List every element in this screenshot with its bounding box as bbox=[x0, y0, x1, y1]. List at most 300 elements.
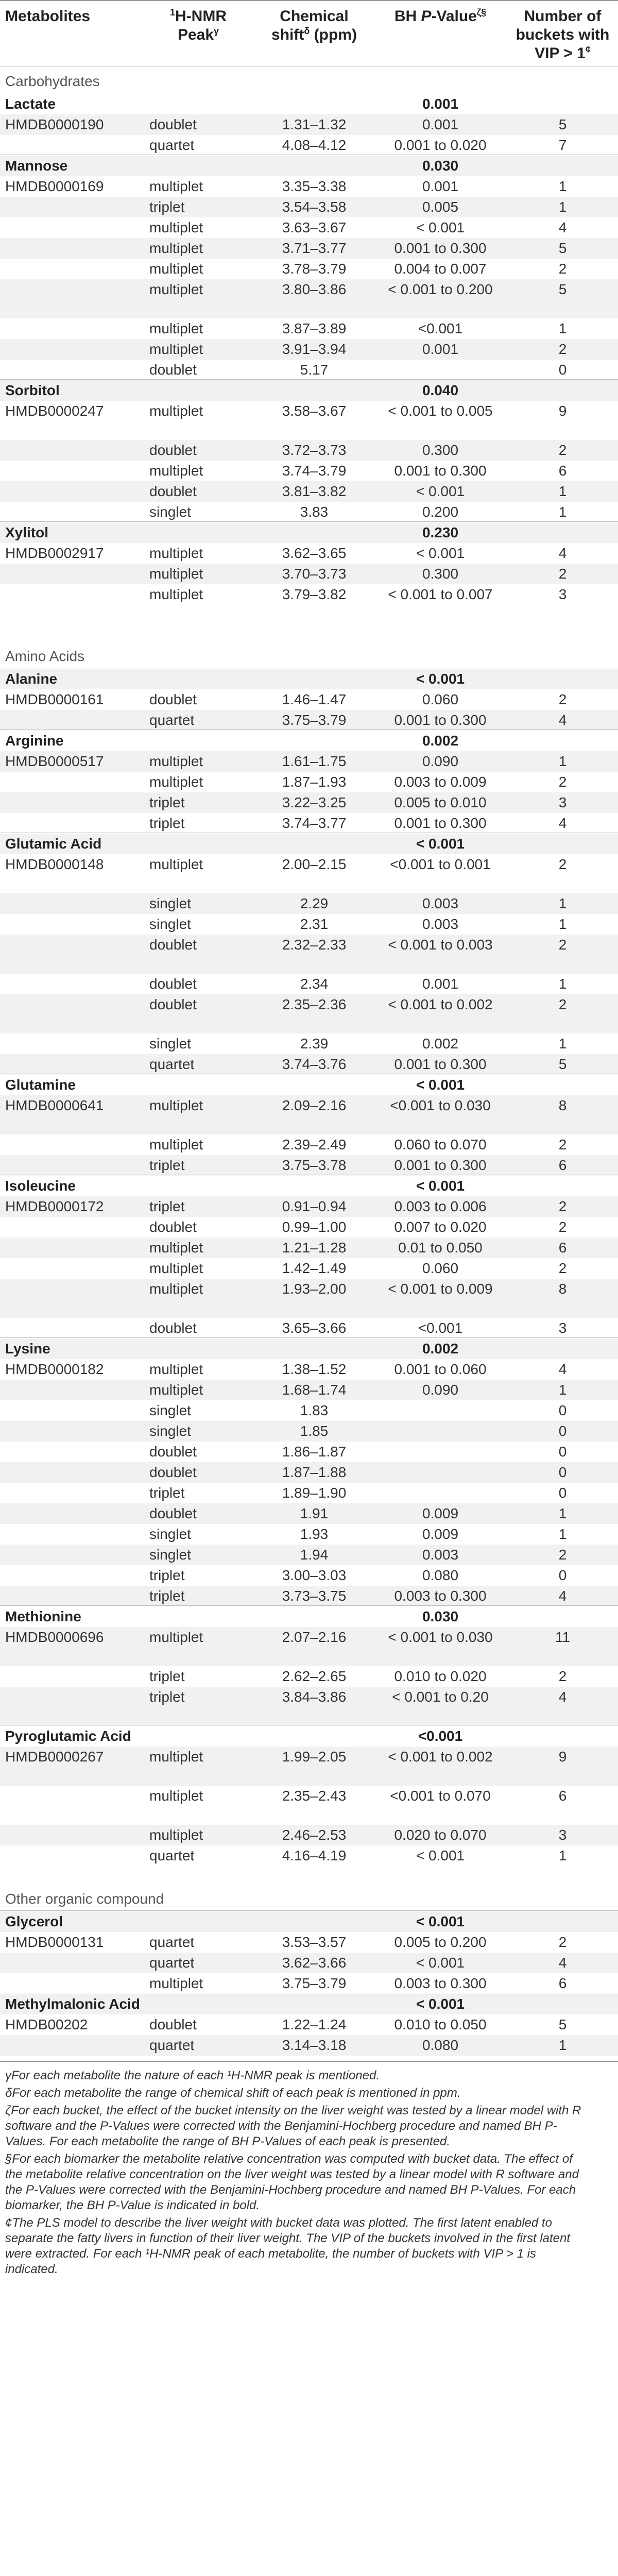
peak-type: multiplet bbox=[149, 774, 203, 790]
bh-pvalue: 0.003 to 0.300 bbox=[394, 1588, 487, 1604]
bucket-count: 5 bbox=[558, 240, 567, 256]
chemical-shift: 0.99–1.00 bbox=[282, 1219, 347, 1235]
bh-pvalue: 0.001 to 0.300 bbox=[394, 712, 487, 728]
chemical-shift: 3.62–3.66 bbox=[282, 1955, 347, 1971]
chemical-shift: 3.35–3.38 bbox=[282, 178, 347, 194]
bh-pvalue: <0.001 bbox=[418, 320, 463, 336]
bucket-count: 2 bbox=[558, 1260, 567, 1276]
bucket-count: 0 bbox=[558, 1444, 567, 1460]
bh-pvalue: 0.001 bbox=[422, 178, 459, 194]
footnote: δFor each metabolite the range of chemical shift of each peak is mentioned in ppm. bbox=[5, 2086, 461, 2100]
bh-pvalue: 0.090 bbox=[422, 1382, 459, 1398]
bh-pvalue: 0.002 bbox=[422, 1036, 459, 1052]
bucket-count: 1 bbox=[558, 1505, 567, 1521]
chemical-shift: 1.83 bbox=[300, 1402, 329, 1418]
peak-type: multiplet bbox=[149, 753, 203, 769]
peak-type: singlet bbox=[149, 916, 191, 932]
chemical-shift: 3.00–3.03 bbox=[282, 1567, 347, 1583]
peak-type: singlet bbox=[149, 1423, 191, 1439]
metabolite-row-stripe bbox=[0, 1338, 618, 1359]
metabolite-row-stripe bbox=[0, 522, 618, 543]
chemical-shift: 3.75–3.79 bbox=[282, 1975, 347, 1991]
metabolite-row-stripe bbox=[0, 669, 618, 689]
metabolite-name: Arginine bbox=[5, 733, 64, 749]
peak-type: quartet bbox=[149, 712, 195, 728]
metabolite-name: Sorbitol bbox=[5, 382, 60, 398]
peak-type: multiplet bbox=[149, 1382, 203, 1398]
peak-type: multiplet bbox=[149, 1827, 203, 1843]
bh-pvalue: 0.001 to 0.300 bbox=[394, 240, 487, 256]
bucket-count: 1 bbox=[558, 1036, 567, 1052]
bucket-count: 1 bbox=[558, 178, 567, 194]
peak-type: multiplet bbox=[149, 545, 203, 561]
bh-pvalue: 0.003 bbox=[422, 916, 459, 932]
peak-type: quartet bbox=[149, 1934, 195, 1950]
chemical-shift: 5.17 bbox=[300, 362, 329, 378]
bucket-count: 4 bbox=[558, 1955, 567, 1971]
metabolite-pvalue: < 0.001 bbox=[416, 671, 465, 687]
hmdb-id: HMDB0000267 bbox=[5, 1749, 104, 1765]
hmdb-id: HMDB0000247 bbox=[5, 403, 104, 419]
footnote: ¢The PLS model to describe the liver weight with bucket data was plotted. The first latent enabled to separate the fatty livers in function of their liver weight. The VIP of the buckets involved in the first latent were extracted. For each ¹H-NMR peak of each metabolite, the number of buckets with VIP > 1 is indicated. bbox=[5, 2216, 571, 2276]
chemical-shift: 2.31 bbox=[300, 916, 329, 932]
footnote: ζFor each bucket, the effect of the bucket intensity on the liver weight was tested by a linear model with R software and the P-Values were corrected with the Benjamini-Hochberg procedure and named BH P-Values. For each metabolite the range of BH P-Values of each peak is presented. bbox=[5, 2104, 581, 2148]
peak-type: multiplet bbox=[149, 178, 203, 194]
metabolite-name: Glycerol bbox=[5, 1913, 63, 1929]
peak-type: quartet bbox=[149, 1056, 195, 1072]
metabolite-pvalue: < 0.001 bbox=[416, 1178, 465, 1194]
chemical-shift: 2.62–2.65 bbox=[282, 1668, 347, 1684]
bucket-count: 1 bbox=[558, 1382, 567, 1398]
peak-type: multiplet bbox=[149, 240, 203, 256]
bucket-count: 8 bbox=[558, 1097, 567, 1113]
bucket-count: 2 bbox=[558, 1668, 567, 1684]
bh-pvalue: < 0.001 to 0.007 bbox=[388, 586, 493, 602]
chemical-shift: 3.75–3.79 bbox=[282, 712, 347, 728]
bh-pvalue: < 0.001 to 0.002 bbox=[388, 996, 493, 1012]
chemical-shift: 3.81–3.82 bbox=[282, 483, 347, 499]
chemical-shift: 1.89–1.90 bbox=[282, 1485, 347, 1501]
bh-pvalue: 0.001 to 0.300 bbox=[394, 1157, 487, 1173]
peak-type: doublet bbox=[149, 937, 197, 953]
header-chemical-shift: Chemical shift$^\delta$ (ppm) bbox=[271, 8, 357, 43]
peak-type: doublet bbox=[149, 1505, 197, 1521]
bh-pvalue: < 0.001 bbox=[416, 1848, 465, 1863]
metabolite-pvalue: < 0.001 bbox=[416, 836, 465, 852]
peak-type: doublet bbox=[149, 116, 197, 132]
bh-pvalue: < 0.001 bbox=[416, 219, 465, 235]
bh-pvalue: 0.080 bbox=[422, 2037, 459, 2053]
chemical-shift: 1.31–1.32 bbox=[282, 116, 347, 132]
bh-pvalue: 0.060 bbox=[422, 691, 459, 707]
chemical-shift: 3.53–3.57 bbox=[282, 1934, 347, 1950]
metabolite-pvalue: 0.230 bbox=[422, 524, 459, 540]
chemical-shift: 2.35–2.43 bbox=[282, 1788, 347, 1804]
peak-type: quartet bbox=[149, 137, 195, 153]
hmdb-id: HMDB0002917 bbox=[5, 545, 104, 561]
bucket-count: 0 bbox=[558, 1567, 567, 1583]
bucket-count: 0 bbox=[558, 1423, 567, 1439]
bh-pvalue: < 0.001 to 0.002 bbox=[388, 1749, 493, 1765]
metabolite-name: Methionine bbox=[5, 1608, 81, 1624]
bh-pvalue: 0.060 to 0.070 bbox=[394, 1137, 487, 1153]
chemical-shift: 3.22–3.25 bbox=[282, 794, 347, 810]
metabolite-pvalue: 0.030 bbox=[422, 1608, 459, 1624]
header-nmr-peak: $^1$H-NMR Peak$^\gamma$ bbox=[170, 7, 227, 43]
bucket-count: 9 bbox=[558, 1749, 567, 1765]
bucket-count: 1 bbox=[558, 2037, 567, 2053]
bucket-count: 0 bbox=[558, 362, 567, 378]
bucket-count: 11 bbox=[555, 1629, 571, 1645]
bh-pvalue: < 0.001 to 0.009 bbox=[388, 1281, 493, 1297]
chemical-shift: 1.94 bbox=[300, 1547, 329, 1563]
hmdb-id: HMDB0000641 bbox=[5, 1097, 104, 1113]
peak-type: doublet bbox=[149, 996, 197, 1012]
chemical-shift: 1.68–1.74 bbox=[282, 1382, 347, 1398]
peak-type: singlet bbox=[149, 1036, 191, 1052]
chemical-shift: 2.32–2.33 bbox=[282, 937, 347, 953]
bh-pvalue: < 0.001 bbox=[416, 483, 465, 499]
hmdb-id: HMDB0000182 bbox=[5, 1361, 104, 1377]
footnote: §For each biomarker the metabolite relative concentration was computed with bucket data. The effect of the metabolite relative concentration on the liver weight was tested by a linear model with R software and the P-Values were corrected with the Benjamini-Hochberg procedure and named BH P-Values. For each biomarker, the BH P-Value is indicated in bold. bbox=[5, 2152, 579, 2212]
bucket-count: 4 bbox=[558, 815, 567, 831]
bucket-count: 6 bbox=[558, 1240, 567, 1256]
bucket-count: 1 bbox=[558, 504, 567, 520]
metabolite-row-stripe bbox=[0, 1911, 618, 1932]
bh-pvalue: 0.005 to 0.010 bbox=[394, 794, 487, 810]
metabolite-name: Isoleucine bbox=[5, 1178, 76, 1194]
metabolite-name: Alanine bbox=[5, 671, 58, 687]
peak-type: quartet bbox=[149, 1848, 195, 1863]
peak-type: doublet bbox=[149, 442, 197, 458]
peak-type: multiplet bbox=[149, 403, 203, 419]
footnote: γFor each metabolite the nature of each ¹H-NMR peak is mentioned. bbox=[5, 2069, 380, 2082]
bucket-count: 4 bbox=[558, 1588, 567, 1604]
bh-pvalue: 0.003 to 0.300 bbox=[394, 1975, 487, 1991]
bucket-count: 0 bbox=[558, 1485, 567, 1501]
section-title: Other organic compound bbox=[5, 1891, 164, 1907]
bucket-count: 4 bbox=[558, 545, 567, 561]
metabolite-pvalue: <0.001 bbox=[418, 1728, 463, 1744]
chemical-shift: 3.79–3.82 bbox=[282, 586, 347, 602]
chemical-shift: 3.83 bbox=[300, 504, 329, 520]
chemical-shift: 2.39 bbox=[300, 1036, 329, 1052]
bucket-count: 2 bbox=[558, 856, 567, 872]
bh-pvalue: 0.001 to 0.020 bbox=[394, 137, 487, 153]
chemical-shift: 3.72–3.73 bbox=[282, 442, 347, 458]
bh-pvalue: 0.200 bbox=[422, 504, 459, 520]
peak-type: multiplet bbox=[149, 1361, 203, 1377]
bucket-count: 4 bbox=[558, 1361, 567, 1377]
chemical-shift: 1.21–1.28 bbox=[282, 1240, 347, 1256]
metabolite-name: Methylmalonic Acid bbox=[5, 1996, 140, 2012]
bucket-count: 1 bbox=[558, 320, 567, 336]
header-bucket-count: Number of buckets with VIP > 1¢ bbox=[516, 8, 610, 62]
bucket-count: 4 bbox=[558, 712, 567, 728]
hmdb-id: HMDB00202 bbox=[5, 2016, 88, 2032]
peak-type: singlet bbox=[149, 504, 191, 520]
bucket-count: 5 bbox=[558, 1056, 567, 1072]
peak-type: multiplet bbox=[149, 1975, 203, 1991]
metabolite-name: Lactate bbox=[5, 96, 56, 112]
chemical-shift: 1.85 bbox=[300, 1423, 329, 1439]
bucket-count: 3 bbox=[558, 586, 567, 602]
bh-pvalue: 0.010 to 0.020 bbox=[394, 1668, 487, 1684]
peak-type: doublet bbox=[149, 691, 197, 707]
bucket-count: 1 bbox=[558, 1848, 567, 1863]
bh-pvalue: 0.090 bbox=[422, 753, 459, 769]
bucket-count: 5 bbox=[558, 116, 567, 132]
bucket-count: 2 bbox=[558, 937, 567, 953]
bh-pvalue: 0.003 to 0.009 bbox=[394, 774, 487, 790]
bh-pvalue: 0.001 bbox=[422, 341, 459, 357]
metabolite-pvalue: 0.001 bbox=[422, 96, 459, 112]
bh-pvalue: 0.009 bbox=[422, 1505, 459, 1521]
bh-pvalue: 0.020 to 0.070 bbox=[394, 1827, 487, 1843]
chemical-shift: 1.42–1.49 bbox=[282, 1260, 347, 1276]
bh-pvalue: 0.001 to 0.300 bbox=[394, 463, 487, 479]
bh-pvalue: 0.01 to 0.050 bbox=[398, 1240, 483, 1256]
chemical-shift: 3.63–3.67 bbox=[282, 219, 347, 235]
chemical-shift: 3.73–3.75 bbox=[282, 1588, 347, 1604]
peak-type: multiplet bbox=[149, 856, 203, 872]
section-title: Carbohydrates bbox=[5, 73, 100, 89]
chemical-shift: 2.09–2.16 bbox=[282, 1097, 347, 1113]
peak-type: triplet bbox=[149, 1198, 185, 1214]
chemical-shift: 1.91 bbox=[300, 1505, 329, 1521]
peak-type: multiplet bbox=[149, 1629, 203, 1645]
header-metabolites: Metabolites bbox=[5, 8, 91, 25]
bh-pvalue: 0.060 bbox=[422, 1260, 459, 1276]
chemical-shift: 0.91–0.94 bbox=[282, 1198, 347, 1214]
chemical-shift: 3.54–3.58 bbox=[282, 199, 347, 215]
bucket-count: 2 bbox=[558, 774, 567, 790]
chemical-shift: 2.29 bbox=[300, 895, 329, 911]
chemical-shift: 2.00–2.15 bbox=[282, 856, 347, 872]
bh-pvalue: 0.010 to 0.050 bbox=[394, 2016, 487, 2032]
bucket-count: 9 bbox=[558, 403, 567, 419]
peak-type: multiplet bbox=[149, 219, 203, 235]
peak-type: doublet bbox=[149, 1219, 197, 1235]
bucket-count: 2 bbox=[558, 442, 567, 458]
bh-pvalue: < 0.001 to 0.005 bbox=[388, 403, 493, 419]
bucket-count: 7 bbox=[558, 137, 567, 153]
peak-type: triplet bbox=[149, 1588, 185, 1604]
bucket-count: 2 bbox=[558, 1137, 567, 1153]
peak-type: triplet bbox=[149, 794, 185, 810]
chemical-shift: 3.91–3.94 bbox=[282, 341, 347, 357]
bh-pvalue: 0.001 bbox=[422, 116, 459, 132]
chemical-shift: 3.58–3.67 bbox=[282, 403, 347, 419]
bh-pvalue: 0.009 bbox=[422, 1526, 459, 1542]
bh-pvalue: 0.300 bbox=[422, 442, 459, 458]
chemical-shift: 1.87–1.88 bbox=[282, 1464, 347, 1480]
bucket-count: 4 bbox=[558, 1689, 567, 1705]
peak-type: singlet bbox=[149, 1402, 191, 1418]
metabolite-divider bbox=[0, 521, 618, 522]
hmdb-id: HMDB0000190 bbox=[5, 116, 104, 132]
peak-type: singlet bbox=[149, 895, 191, 911]
peak-type: multiplet bbox=[149, 586, 203, 602]
hmdb-id: HMDB0000517 bbox=[5, 753, 104, 769]
peak-type: multiplet bbox=[149, 566, 203, 582]
bucket-count: 6 bbox=[558, 1157, 567, 1173]
bucket-count: 1 bbox=[558, 976, 567, 992]
peak-type: triplet bbox=[149, 199, 185, 215]
bucket-count: 3 bbox=[558, 794, 567, 810]
bucket-count: 3 bbox=[558, 1827, 567, 1843]
hmdb-id: HMDB0000131 bbox=[5, 1934, 104, 1950]
chemical-shift: 3.71–3.77 bbox=[282, 240, 347, 256]
bh-pvalue: 0.300 bbox=[422, 566, 459, 582]
bh-pvalue: 0.007 to 0.020 bbox=[394, 1219, 487, 1235]
chemical-shift: 3.78–3.79 bbox=[282, 261, 347, 277]
bucket-count: 0 bbox=[558, 1464, 567, 1480]
bh-pvalue: <0.001 to 0.030 bbox=[390, 1097, 491, 1113]
bucket-count: 5 bbox=[558, 2016, 567, 2032]
chemical-shift: 1.87–1.93 bbox=[282, 774, 347, 790]
bh-pvalue: < 0.001 to 0.200 bbox=[388, 281, 493, 297]
peak-type: quartet bbox=[149, 2037, 195, 2053]
peak-type: doublet bbox=[149, 2016, 197, 2032]
metabolite-divider bbox=[0, 1910, 618, 1911]
chemical-shift: 3.75–3.78 bbox=[282, 1157, 347, 1173]
peak-type: multiplet bbox=[149, 320, 203, 336]
peak-type: triplet bbox=[149, 1668, 185, 1684]
chemical-shift: 1.86–1.87 bbox=[282, 1444, 347, 1460]
peak-type: multiplet bbox=[149, 1137, 203, 1153]
hmdb-id: HMDB0000161 bbox=[5, 691, 104, 707]
bucket-count: 2 bbox=[558, 341, 567, 357]
peak-type: triplet bbox=[149, 1485, 185, 1501]
peak-type: singlet bbox=[149, 1526, 191, 1542]
peak-type: doublet bbox=[149, 1464, 197, 1480]
bh-pvalue: 0.003 bbox=[422, 1547, 459, 1563]
metabolite-row-stripe bbox=[0, 156, 618, 176]
peak-type: multiplet bbox=[149, 463, 203, 479]
bucket-count: 5 bbox=[558, 281, 567, 297]
chemical-shift: 3.74–3.79 bbox=[282, 463, 347, 479]
chemical-shift: 1.22–1.24 bbox=[282, 2016, 347, 2032]
bh-pvalue: 0.005 bbox=[422, 199, 459, 215]
section-title: Amino Acids bbox=[5, 648, 85, 664]
peak-type: doublet bbox=[149, 483, 197, 499]
chemical-shift: 2.34 bbox=[300, 976, 329, 992]
hmdb-id: HMDB0000169 bbox=[5, 178, 104, 194]
bh-pvalue: <0.001 bbox=[418, 1320, 463, 1336]
bucket-count: 2 bbox=[558, 1198, 567, 1214]
bh-pvalue: 0.004 to 0.007 bbox=[394, 261, 487, 277]
bucket-count: 2 bbox=[558, 1934, 567, 1950]
bh-pvalue: < 0.001 to 0.030 bbox=[388, 1629, 493, 1645]
table-bottom-border bbox=[0, 2061, 618, 2062]
metabolite-divider bbox=[0, 1605, 618, 1606]
peak-type: triplet bbox=[149, 1157, 185, 1173]
bucket-count: 2 bbox=[558, 1219, 567, 1235]
header-bh-pvalue: BH P-Value$^{\zeta\S}$ bbox=[394, 7, 487, 25]
bucket-count: 6 bbox=[558, 1975, 567, 1991]
chemical-shift: 2.35–2.36 bbox=[282, 996, 347, 1012]
bh-pvalue: 0.001 to 0.300 bbox=[394, 1056, 487, 1072]
bucket-count: 1 bbox=[558, 1526, 567, 1542]
peak-type: triplet bbox=[149, 1567, 185, 1583]
bh-pvalue: < 0.001 bbox=[416, 545, 465, 561]
metabolite-divider bbox=[0, 1337, 618, 1338]
metabolite-pvalue: < 0.001 bbox=[416, 1996, 465, 2012]
peak-type: multiplet bbox=[149, 1281, 203, 1297]
chemical-shift: 3.87–3.89 bbox=[282, 320, 347, 336]
metabolite-name: Glutamic Acid bbox=[5, 836, 102, 852]
bucket-count: 2 bbox=[558, 691, 567, 707]
hmdb-id: HMDB0000696 bbox=[5, 1629, 104, 1645]
bh-pvalue: 0.003 to 0.006 bbox=[394, 1198, 487, 1214]
metabolite-name: Glutamine bbox=[5, 1077, 76, 1093]
chemical-shift: 4.16–4.19 bbox=[282, 1848, 347, 1863]
bh-pvalue: 0.001 to 0.060 bbox=[394, 1361, 487, 1377]
metabolite-pvalue: 0.040 bbox=[422, 382, 459, 398]
chemical-shift: 3.80–3.86 bbox=[282, 281, 347, 297]
bucket-count: 1 bbox=[558, 753, 567, 769]
chemical-shift: 3.74–3.77 bbox=[282, 815, 347, 831]
chemical-shift: 1.93–2.00 bbox=[282, 1281, 347, 1297]
bh-pvalue: 0.001 to 0.300 bbox=[394, 815, 487, 831]
peak-type: doublet bbox=[149, 1444, 197, 1460]
bucket-count: 2 bbox=[558, 566, 567, 582]
metabolite-row-stripe bbox=[0, 380, 618, 401]
chemical-shift: 3.70–3.73 bbox=[282, 566, 347, 582]
bucket-count: 1 bbox=[558, 895, 567, 911]
metabolite-divider bbox=[0, 379, 618, 380]
chemical-shift: 4.08–4.12 bbox=[282, 137, 347, 153]
chemical-shift: 1.38–1.52 bbox=[282, 1361, 347, 1377]
chemical-shift: 3.62–3.65 bbox=[282, 545, 347, 561]
chemical-shift: 2.39–2.49 bbox=[282, 1137, 347, 1153]
peak-type: multiplet bbox=[149, 1240, 203, 1256]
metabolite-pvalue: < 0.001 bbox=[416, 1077, 465, 1093]
peak-type: multiplet bbox=[149, 1260, 203, 1276]
peak-type: singlet bbox=[149, 1547, 191, 1563]
chemical-shift: 3.84–3.86 bbox=[282, 1689, 347, 1705]
peak-type: multiplet bbox=[149, 1097, 203, 1113]
peak-type: triplet bbox=[149, 1689, 185, 1705]
bh-pvalue: 0.005 to 0.200 bbox=[394, 1934, 487, 1950]
bucket-count: 4 bbox=[558, 219, 567, 235]
bh-pvalue: <0.001 to 0.001 bbox=[390, 856, 491, 872]
bh-pvalue: 0.080 bbox=[422, 1567, 459, 1583]
bh-pvalue: 0.003 bbox=[422, 895, 459, 911]
metabolite-name: Mannose bbox=[5, 158, 68, 174]
chemical-shift: 3.14–3.18 bbox=[282, 2037, 347, 2053]
peak-type: doublet bbox=[149, 976, 197, 992]
bucket-count: 1 bbox=[558, 916, 567, 932]
bucket-count: 6 bbox=[558, 463, 567, 479]
chemical-shift: 1.93 bbox=[300, 1526, 329, 1542]
bucket-count: 3 bbox=[558, 1320, 567, 1336]
metabolite-name: Xylitol bbox=[5, 524, 49, 540]
table-top-border bbox=[0, 0, 618, 1]
chemical-shift: 3.74–3.76 bbox=[282, 1056, 347, 1072]
peak-type: doublet bbox=[149, 362, 197, 378]
bh-pvalue: <0.001 to 0.070 bbox=[390, 1788, 491, 1804]
chemical-shift: 2.46–2.53 bbox=[282, 1827, 347, 1843]
chemical-shift: 1.99–2.05 bbox=[282, 1749, 347, 1765]
peak-type: multiplet bbox=[149, 1749, 203, 1765]
metabolite-name: Pyroglutamic Acid bbox=[5, 1728, 131, 1744]
bucket-count: 2 bbox=[558, 996, 567, 1012]
bh-pvalue: 0.001 bbox=[422, 976, 459, 992]
peak-type: multiplet bbox=[149, 281, 203, 297]
bucket-count: 0 bbox=[558, 1402, 567, 1418]
